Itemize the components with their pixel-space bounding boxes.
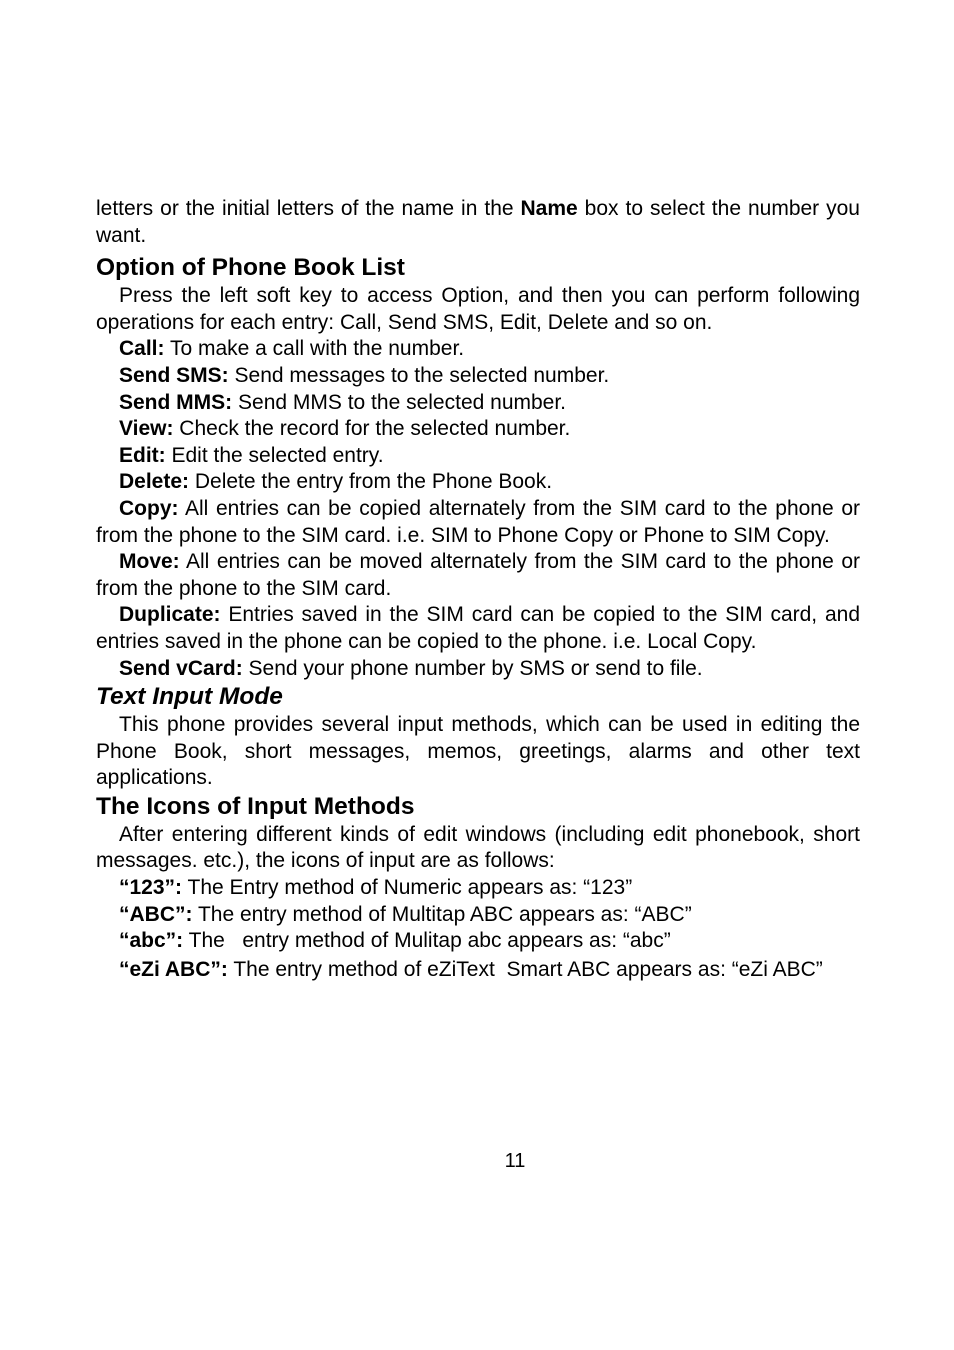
section-intro: Press the left soft key to access Option, and then you can perform following operations for each entry: Call, Send SMS, Edit, Delete and so on. — [96, 284, 860, 334]
option-item-call: Call: To make a call with the number. — [119, 337, 465, 361]
document-page — [96, 196, 860, 983]
option-item-copy: Copy: All entries can be copied alternately from the SIM card to the phone or from the phone to the SIM card. i.e. SIM to Phone Copy or Phone to SIM Copy. — [96, 496, 860, 547]
option-item-send-sms: Send SMS: Send messages to the selected number. — [119, 363, 610, 387]
option-item-view: View: Check the record for the selected number. — [119, 417, 571, 441]
input-method-item-abc-upper: “ABC”: The entry method of Multitap ABC appears as: “ABC” — [119, 902, 692, 926]
option-item-delete: Delete: Delete the entry from the Phone Book. — [119, 470, 553, 494]
option-item-move: Move: All entries can be moved alternately from the SIM card to the phone or from the phone to the SIM card. — [96, 550, 860, 600]
section-heading-phone-book-options: Option of Phone Book List — [96, 254, 405, 282]
option-item-edit: Edit: Edit the selected entry. — [119, 443, 384, 467]
section-heading-text-input-mode: Text Input Mode — [96, 683, 283, 711]
page-number: 11 — [504, 1150, 526, 1172]
option-item-send-mms: Send MMS: Send MMS to the selected number. — [119, 390, 567, 414]
name-term: Name — [520, 197, 578, 220]
option-item-send-vcard: Send vCard: Send your phone number by SMS or send to file. — [119, 656, 703, 680]
input-method-item-ezi-abc: “eZi ABC”: The entry method of eZiText Smart ABC appears as: “eZi ABC” — [119, 957, 823, 981]
input-method-item-123: “123”: The Entry method of Numeric appears as: “123” — [119, 876, 633, 900]
input-icons-intro: After entering different kinds of edit windows (including edit phonebook, short messages. etc.), the icons of input are as follows: — [96, 822, 860, 873]
intro-paragraph: letters or the initial letters of the name in the Name box to select the number you want. — [96, 197, 860, 247]
text-input-mode-paragraph: This phone provides several input methods, which can be used in editing the Phone Book, short messages, memos, greetings, alarms and other text applications. — [96, 713, 860, 790]
input-method-item-abc-lower: “abc”: The entry method of Mulitap abc appears as: “abc” — [119, 929, 671, 953]
option-item-duplicate: Duplicate: Entries saved in the SIM card can be copied to the SIM card, and entries saved in the phone can be copied to the phone. i.e. Local Copy. — [96, 603, 860, 653]
section-heading-input-method-icons: The Icons of Input Methods — [96, 792, 415, 820]
